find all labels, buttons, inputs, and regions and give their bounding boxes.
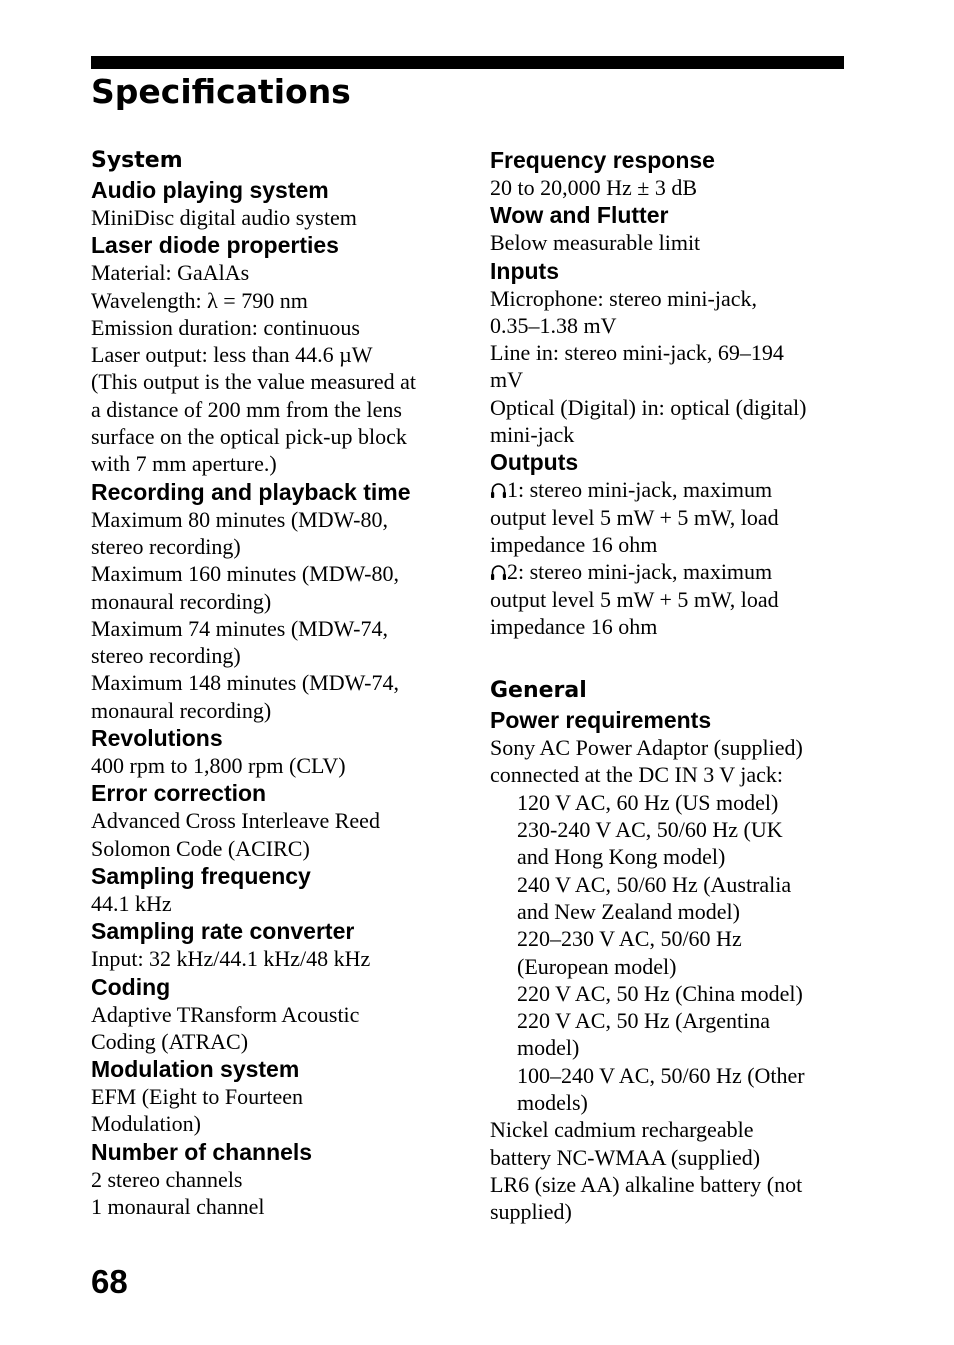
power-model-line: 120 V AC, 60 Hz (US model) [517, 789, 779, 815]
left-column [91, 146, 451, 1220]
power-model-line: 220 V AC, 50 Hz (Argentina [517, 1008, 770, 1034]
spec-value: Material: GaAlAs [91, 260, 250, 286]
power-model-line: model) [517, 1035, 580, 1061]
power-model-line: models) [517, 1090, 588, 1116]
title-rule [91, 56, 844, 69]
power-model-line: 100–240 V AC, 50/60 Hz (Other [517, 1062, 805, 1088]
spec-value: stereo recording) [91, 533, 241, 559]
spec-heading-inputs: Inputs [490, 257, 559, 284]
page-number: 68 [91, 1263, 128, 1300]
output-2-text: 2: stereo mini-jack, maximum [507, 559, 773, 585]
spec-heading-power: Power requirements [490, 707, 712, 734]
spec-value: monaural recording) [91, 588, 272, 614]
spec-value: Advanced Cross Interleave Reed [91, 808, 380, 834]
spec-value: Microphone: stereo mini-jack, [490, 285, 757, 311]
spec-value: Adaptive TRansform Acoustic [91, 1001, 360, 1027]
spec-heading-coding: Coding [91, 973, 171, 1000]
spec-value: impedance 16 ohm [490, 531, 658, 557]
spec-value: a distance of 200 mm from the lens [91, 396, 402, 422]
spec-value: (This output is the value measured at [91, 369, 417, 395]
spec-value: Modulation) [91, 1111, 201, 1137]
spec-value-output-2 [490, 558, 850, 585]
power-model-line: 220 V AC, 50 Hz (China model) [517, 980, 803, 1006]
spec-value: with 7 mm aperture.) [91, 451, 277, 477]
spec-value: surface on the optical pick-up block [91, 424, 407, 450]
spec-heading-revolutions: Revolutions [91, 725, 223, 752]
spec-value: impedance 16 ohm [490, 613, 658, 639]
spec-value: 0.35–1.38 mV [490, 312, 617, 338]
spec-value: 1 monaural channel [91, 1194, 265, 1220]
spec-value: Optical (Digital) in: optical (digital) [490, 394, 807, 420]
page-title: Specifications [91, 72, 351, 111]
spec-value: stereo recording) [91, 643, 241, 669]
spec-value: Wavelength: λ = 790 nm [91, 287, 308, 313]
spec-value: LR6 (size AA) alkaline battery (not [490, 1171, 803, 1197]
spec-value: mV [490, 367, 523, 393]
spec-value: 2 stereo channels [91, 1166, 243, 1192]
output-1-text: 1: stereo mini-jack, maximum [507, 477, 773, 503]
spec-heading-sampling-rate-converter: Sampling rate converter [91, 918, 355, 945]
spec-value: EFM (Eight to Fourteen [91, 1084, 304, 1110]
spec-heading-outputs: Outputs [490, 449, 579, 476]
spec-heading-sampling-frequency: Sampling frequency [91, 862, 311, 889]
power-model-line: (European model) [517, 953, 677, 979]
spec-value: Maximum 80 minutes (MDW-80, [91, 506, 388, 532]
spec-heading-channels: Number of channels [91, 1138, 313, 1165]
power-model-line: 230-240 V AC, 50/60 Hz (UK [517, 817, 783, 843]
spec-value: Maximum 148 minutes (MDW-74, [91, 670, 399, 696]
spec-heading-wow-flutter: Wow and Flutter [490, 202, 669, 229]
spec-value: output level 5 mW + 5 mW, load [490, 586, 779, 612]
spec-value: supplied) [490, 1199, 572, 1225]
spec-value: Maximum 160 minutes (MDW-80, [91, 561, 399, 587]
spec-value: Coding (ATRAC) [91, 1028, 249, 1054]
spec-value: Below measurable limit [490, 230, 701, 256]
spec-value: 400 rpm to 1,800 rpm (CLV) [91, 753, 346, 779]
spec-value: Solomon Code (ACIRC) [91, 835, 310, 861]
spec-value: Nickel cadmium rechargeable [490, 1117, 754, 1143]
section-heading-system: System [91, 148, 183, 173]
power-model-line: and Hong Kong model) [517, 844, 726, 870]
power-model-line: and New Zealand model) [517, 898, 740, 924]
spec-heading-recording-time: Recording and playback time [91, 478, 411, 505]
spec-value: Emission duration: continuous [91, 314, 360, 340]
spec-heading-laser-diode: Laser diode properties [91, 232, 339, 259]
spec-value-output-1 [490, 476, 850, 503]
spec-value: 44.1 kHz [91, 890, 172, 916]
headphones-icon [490, 481, 507, 500]
spec-value: monaural recording) [91, 697, 272, 723]
spec-value: Input: 32 kHz/44.1 kHz/48 kHz [91, 946, 371, 972]
spec-heading-audio-playing-system: Audio playing system [91, 177, 329, 203]
spec-value: Sony AC Power Adaptor (supplied) [490, 735, 803, 761]
spec-value: mini-jack [490, 422, 575, 448]
spec-value: Line in: stereo mini-jack, 69–194 [490, 340, 784, 366]
spec-value: Maximum 74 minutes (MDW-74, [91, 615, 388, 641]
spec-heading-modulation: Modulation system [91, 1056, 300, 1083]
right-column [490, 146, 850, 1226]
spec-value: Laser output: less than 44.6 µW [91, 342, 373, 368]
spec-value: 20 to 20,000 Hz ± 3 dB [490, 175, 698, 200]
headphones-icon [490, 563, 507, 582]
spec-value: MiniDisc digital audio system [91, 205, 357, 230]
spec-value: connected at the DC IN 3 V jack: [490, 762, 784, 788]
spec-heading-error-correction: Error correction [91, 780, 267, 807]
spec-value: output level 5 mW + 5 mW, load [490, 504, 779, 530]
spec-value: battery NC-WMAA (supplied) [490, 1144, 761, 1170]
spec-heading-frequency-response: Frequency response [490, 147, 715, 173]
power-model-line: 240 V AC, 50/60 Hz (Australia [517, 871, 792, 897]
section-heading-general: General [490, 678, 587, 704]
section-gap [490, 640, 850, 676]
power-model-line: 220–230 V AC, 50/60 Hz [517, 926, 742, 952]
